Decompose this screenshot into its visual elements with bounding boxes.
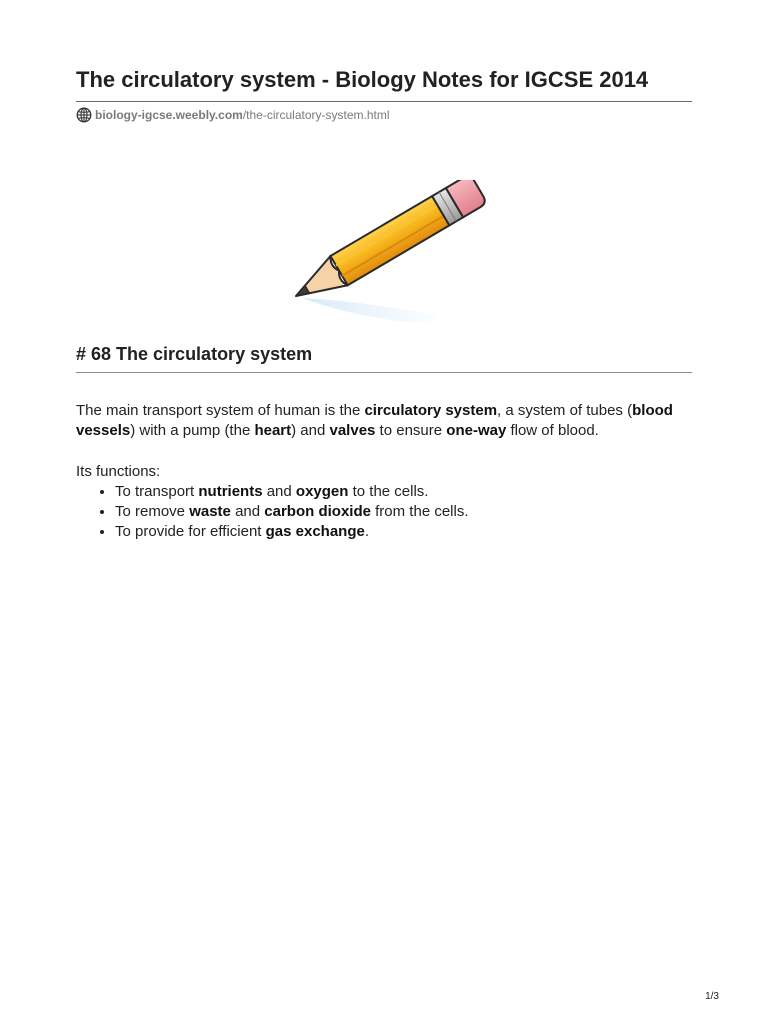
item-text: and xyxy=(230,503,265,520)
para-keyword: one-way xyxy=(446,422,507,439)
para-keyword: heart xyxy=(254,422,292,439)
section-heading: # 68 The circulatory system xyxy=(76,344,313,364)
para-text: ) with a pump (the xyxy=(130,422,255,439)
page-number: 1/3 xyxy=(705,991,719,1002)
item-text: and xyxy=(262,483,296,500)
para-text: to ensure xyxy=(375,422,447,439)
para-keyword: circulatory system xyxy=(364,402,498,419)
intro-paragraph xyxy=(76,401,696,441)
source-url[interactable] xyxy=(76,106,390,124)
para-keyword: blood vessels xyxy=(76,402,673,439)
item-text: from the cells. xyxy=(370,503,469,520)
item-text: To provide for efficient xyxy=(115,523,266,540)
functions-list xyxy=(76,482,469,542)
item-text: to the cells. xyxy=(348,483,429,500)
pencil-icon xyxy=(290,180,490,330)
item-keyword: gas exchange xyxy=(265,523,365,540)
para-text: , a system of tubes ( xyxy=(497,402,633,419)
title-divider xyxy=(76,101,692,102)
page-title: The circulatory system - Biology Notes for IGCSE 2014 xyxy=(76,67,649,92)
section-divider xyxy=(76,372,692,373)
list-item xyxy=(115,522,469,542)
para-text: flow of blood. xyxy=(506,422,599,439)
item-keyword: waste xyxy=(189,503,231,520)
functions-label: Its functions: xyxy=(76,463,161,480)
item-keyword: carbon dioxide xyxy=(264,503,371,520)
item-keyword: oxygen xyxy=(295,483,349,500)
item-text: To remove xyxy=(115,503,190,520)
para-keyword: valves xyxy=(329,422,376,439)
item-text: . xyxy=(364,523,370,540)
list-item xyxy=(115,502,469,522)
source-domain-link[interactable]: biology-igcse.weebly.com xyxy=(95,108,243,122)
source-path-link[interactable]: /the-circulatory-system.html xyxy=(242,108,390,122)
list-item xyxy=(115,482,469,502)
item-text: To transport xyxy=(115,483,199,500)
globe-icon xyxy=(76,107,92,123)
para-text: The main transport system of human is the xyxy=(76,402,365,419)
para-text: ) and xyxy=(291,422,330,439)
item-keyword: nutrients xyxy=(198,483,263,500)
pencil-illustration xyxy=(290,180,490,330)
